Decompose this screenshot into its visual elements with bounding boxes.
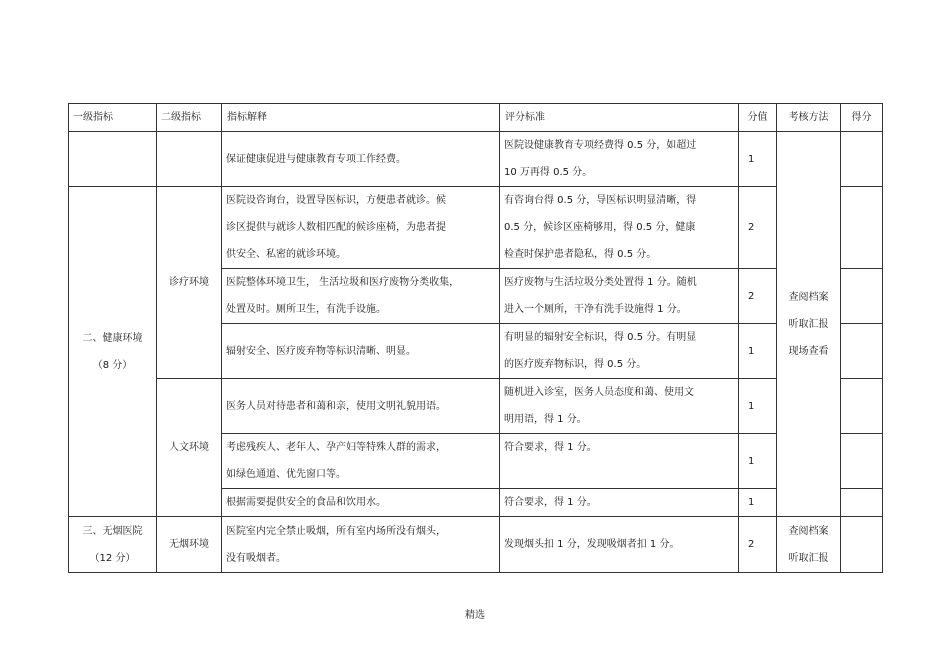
page-footer: 精选 [465,610,485,621]
criteria-line: 发现烟头扣 1 分，发现吸烟者扣 1 分。 [504,539,680,550]
method-line: 听取汇报 [788,552,829,564]
header-score-value: 分值 [739,104,777,132]
explanation-cell [222,489,500,517]
criteria-line: 明用语，得 1 分。 [504,414,587,425]
explanation-line: 如绿色通道、优先窗口等。 [226,469,346,480]
explanation-line: 辐射安全、医疗废弃物等标识清晰、明显。 [226,345,416,357]
explanation-line: 医院室内完全禁止吸烟，所有室内场所没有烟头， [226,525,446,537]
criteria-line: 有咨询台得 0.5 分，导医标识明显清晰，得 [504,195,697,206]
score-value-cell: 1 [739,324,777,379]
explanation-line: 医院整体环境卫生， 生活垃圾和医疗废物分类收集， [226,277,460,288]
criteria-line: 有明显的辐射安全标识，得 0.5 分。有明显 [504,332,697,343]
explanation-cell [222,379,500,434]
criteria-cell [500,132,739,187]
explanation-line: 医务人员对待患者和蔼和亲，使用文明礼貌用语。 [226,400,446,412]
table-row [69,517,883,573]
explanation-line: 考虑残疾人、老年人、孕产妇等特殊人群的需求， [226,442,446,453]
header-row [69,104,883,132]
explanation-line: 医院设咨询台，设置导医标识，方便患者就诊。候 [226,195,446,206]
explanation-line: 根据需要提供安全的食品和饮用水。 [226,497,386,508]
score-input-cell[interactable] [841,132,883,187]
level1-cell-empty [69,132,157,187]
explanation-line: 供安全、私密的就诊环境。 [226,249,346,260]
explanation-line: 诊区提供与就诊人数相匹配的候诊座椅，为患者提 [226,222,446,233]
score-input-cell[interactable] [841,379,883,434]
score-input-cell[interactable] [841,269,883,324]
criteria-line: 0.5 分，候诊区座椅够用，得 0.5 分，健康 [504,222,696,233]
score-input-cell[interactable] [841,434,883,489]
method-cell-group1 [777,132,841,517]
score-value-cell: 1 [739,379,777,434]
header-criteria: 评分标准 [500,104,739,132]
criteria-line: 符合要求，得 1 分。 [504,442,597,453]
level1-points: （8 分） [92,359,133,371]
level2-cell-empty [157,132,222,187]
criteria-cell [500,379,739,434]
table-row [69,379,883,434]
score-input-cell[interactable] [841,187,883,269]
criteria-line: 随机进入诊室，医务人员态度和蔼、使用文 [504,387,694,398]
score-input-cell[interactable] [841,324,883,379]
table-row [69,187,883,269]
explanation-cell [222,132,500,187]
level1-smoke-free-hospital [69,517,157,573]
criteria-line: 符合要求，得 1 分。 [504,497,597,508]
level2-humanistic-environment: 人文环境 [157,379,222,517]
explanation-cell [222,517,500,573]
header-score: 得分 [841,104,883,132]
criteria-line: 医院设健康教育专项经费得 0.5 分，如超过 [504,140,697,151]
score-input-cell[interactable] [841,517,883,573]
method-cell-group2 [777,517,841,573]
score-value-cell: 2 [739,187,777,269]
explanation-cell [222,324,500,379]
criteria-cell [500,324,739,379]
criteria-line: 的医疗废弃物标识，得 0.5 分。 [504,359,647,370]
header-method: 考核方法 [777,104,841,132]
criteria-cell [500,517,739,573]
level2-smoke-free-environment: 无烟环境 [157,517,222,573]
level2-clinic-environment: 诊疗环境 [157,187,222,379]
method-line: 现场查看 [788,345,829,357]
criteria-line: 10 万再得 0.5 分。 [504,167,593,178]
method-line: 查阅档案 [788,525,829,537]
level1-title: 二、健康环境 [82,332,143,344]
level1-points: （12 分） [89,552,136,564]
explanation-cell [222,434,500,489]
criteria-cell [500,489,739,517]
method-line: 查阅档案 [788,291,829,303]
score-value-cell: 1 [739,489,777,517]
header-explanation: 指标解释 [222,104,500,132]
table-row [69,132,883,187]
evaluation-table [68,103,883,573]
criteria-cell [500,434,739,489]
criteria-line: 检查时保护患者隐私，得 0.5 分。 [504,249,657,260]
level1-health-environment [69,187,157,517]
criteria-cell [500,187,739,269]
explanation-line: 没有吸烟者。 [226,552,286,564]
score-value-cell: 1 [739,434,777,489]
level1-title: 三、无烟医院 [82,525,143,537]
explanation-line: 处置及时。厕所卫生，有洗手设施。 [226,304,386,315]
header-level1: 一级指标 [69,104,157,132]
header-level2: 二级指标 [157,104,222,132]
explanation-cell [222,187,500,269]
explanation-cell [222,269,500,324]
criteria-line: 进入一个厕所，干净有洗手设施得 1 分。 [504,304,687,315]
criteria-cell [500,269,739,324]
explanation-line: 保证健康促进与健康教育专项工作经费。 [226,153,406,165]
score-value-cell: 1 [739,132,777,187]
score-value-cell: 2 [739,517,777,573]
score-input-cell[interactable] [841,489,883,517]
score-value-cell: 2 [739,269,777,324]
criteria-line: 医疗废物与生活垃圾分类处置得 1 分。随机 [504,277,697,288]
method-line: 听取汇报 [788,318,829,330]
